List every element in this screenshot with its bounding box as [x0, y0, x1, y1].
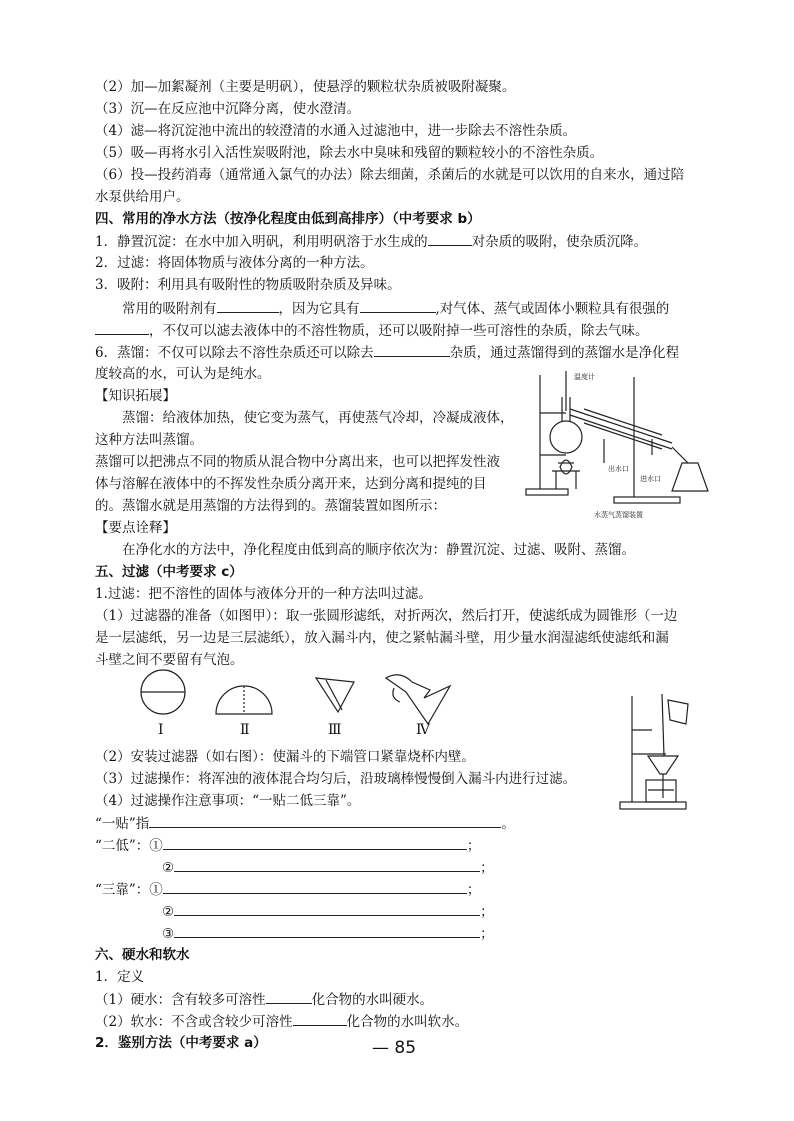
text-line — [95, 343, 679, 362]
text-part: ③ — [162, 926, 175, 942]
text-line — [162, 924, 494, 943]
text-line — [95, 1012, 468, 1031]
text-part: ② — [162, 904, 175, 920]
text-line: 这种方法叫蒸馏。 — [95, 432, 203, 448]
section-heading: 五、过滤（中考要求 c） — [95, 564, 243, 580]
text-line — [122, 299, 669, 318]
text-part: ② — [162, 860, 175, 876]
text-part: “二低”：① — [95, 838, 163, 854]
thermometer-label: 温度计 — [574, 373, 595, 381]
text-line: 3．吸附：利用具有吸附性的物质吸附杂质及异味。 — [95, 277, 401, 293]
text-part: 杂质，通过蒸馏得到的蒸馏水是净化程 — [449, 345, 680, 361]
roman-label: Ⅳ — [416, 722, 430, 738]
text-line — [95, 990, 433, 1009]
text-line — [95, 836, 480, 855]
text-part: 1．静置沉淀：在水中加入明矾，利用明矾溶于水生成的 — [95, 234, 428, 250]
text-part: 对杂质的吸附，使杂质沉降。 — [471, 234, 648, 250]
text-line: （2）加—加絮凝剂（主要是明矾），使悬浮的颗粒状杂质被吸附凝聚。 — [95, 79, 516, 95]
distillation-caption: 水蒸气蒸馏装置 — [594, 511, 643, 519]
fill-blank[interactable] — [428, 232, 472, 246]
text-part: （1）硬水：含有较多可溶性 — [95, 992, 266, 1008]
text-line: （4）滤—将沉淀池中流出的较澄清的水通入过滤池中，进一步除去不溶性杂质。 — [95, 123, 577, 139]
water-out-label: 出水口 — [608, 465, 629, 473]
fill-blank[interactable] — [217, 299, 279, 313]
text-line: 1．定义 — [95, 969, 145, 985]
text-line: 度较高的水，可认为是纯水。 — [95, 366, 271, 382]
text-line: （6）投—投药消毒（通常通入氯气的办法）除去细菌，杀菌后的水就是可以饮用的自来水，通过陪 — [95, 167, 685, 183]
section-heading: 六、硬水和软水 — [95, 947, 190, 963]
text-line: 体与溶解在液体中的不挥发性杂质分离开来，达到分离和提纯的目 — [95, 476, 487, 492]
roman-label: Ⅱ — [240, 722, 250, 738]
fill-blank[interactable] — [163, 836, 467, 850]
fill-blank[interactable] — [95, 321, 149, 335]
text-line: 水泵供给用户。 — [95, 189, 190, 205]
text-line: （3）沉—在反应池中沉降分离，使水澄清。 — [95, 101, 361, 117]
filtration-setup-figure — [610, 690, 696, 812]
text-line: 2．过滤：将固体物质与液体分离的一种方法。 — [95, 255, 374, 271]
roman-label: Ⅲ — [328, 722, 342, 738]
distillation-apparatus-figure — [522, 367, 718, 519]
text-part: ，不仅可以滤去液体中的不溶性物质，还可以吸附掉一些可溶性的杂质，除去气味。 — [149, 323, 649, 339]
section-heading: 四、常用的净水方法（按净化程度由低到高排序）（中考要求 b） — [95, 211, 481, 227]
text-part: “一贴”指 — [95, 816, 150, 832]
text-line: 是一层滤纸，另一边是三层滤纸），放入漏斗内，使之紧帖漏斗壁，用少量水润湿滤纸使滤纸和漏 — [95, 630, 669, 646]
section-heading: 2．鉴别方法（中考要求 a） — [95, 1035, 267, 1051]
text-part: 。 — [501, 816, 515, 832]
text-part: 化合物的水叫硬水。 — [311, 992, 434, 1008]
text-line: 蒸馏：给液体加热，使它变为蒸气，再使蒸气冷却，冷凝成液体， — [122, 410, 514, 426]
text-part: ； — [480, 904, 494, 920]
text-part: ； — [466, 838, 481, 854]
text-part: （2）软水：不含或含较少可溶性 — [95, 1014, 293, 1030]
text-part: ，因为它具有 — [278, 301, 360, 317]
subheading: 【要点诠释】 — [95, 520, 176, 536]
fill-blank[interactable] — [174, 858, 480, 872]
fill-blank[interactable] — [360, 299, 436, 313]
text-line — [95, 814, 515, 833]
text-line — [95, 880, 480, 899]
text-line: （4）过滤操作注意事项：“一贴二低三靠”。 — [95, 793, 361, 809]
water-in-label: 进水口 — [640, 475, 661, 483]
text-line: （1）过滤器的准备（如图甲）：取一张圆形滤纸，对折两次，然后打开，使滤纸成为圆锥形（一边 — [95, 608, 678, 624]
fill-blank[interactable] — [266, 990, 312, 1004]
roman-label: Ⅰ — [158, 722, 164, 738]
text-part: ； — [466, 882, 481, 898]
text-line — [162, 858, 494, 877]
text-part: ； — [480, 926, 494, 942]
fill-blank[interactable] — [174, 924, 480, 938]
text-line — [162, 902, 494, 921]
text-line: （5）吸—再将水引入活性炭吸附池，除去水中臭味和残留的颗粒较小的不溶性杂质。 — [95, 145, 604, 161]
subheading: 【知识拓展】 — [95, 388, 176, 404]
text-line: 1.过滤：把不溶性的固体与液体分开的一种方法叫过滤。 — [95, 586, 432, 602]
text-part: 6．蒸馏：不仅可以除去不溶性杂质还可以除去 — [95, 345, 374, 361]
text-line — [95, 232, 647, 251]
fill-blank[interactable] — [163, 880, 467, 894]
text-line: 的。蒸馏水就是用蒸馏的方法得到的。蒸馏装置如图所示： — [95, 498, 446, 514]
text-line — [95, 321, 649, 340]
filter-paper-steps-figure — [130, 668, 470, 740]
text-part: ； — [480, 860, 494, 876]
text-part: 化合物的水叫软水。 — [346, 1014, 469, 1030]
text-line: 斗壁之间不要留有气泡。 — [95, 652, 244, 668]
fill-blank[interactable] — [293, 1012, 347, 1026]
text-part: ,对气体、蒸气或固体小颗粒具有很强的 — [435, 301, 670, 317]
fill-blank[interactable] — [149, 814, 501, 828]
text-line: （2）安装过滤器（如右图）：使漏斗的下端管口紧靠烧杯内壁。 — [95, 749, 475, 765]
fill-blank[interactable] — [374, 343, 450, 357]
fill-blank[interactable] — [174, 902, 480, 916]
text-part: 常用的吸附剂有 — [122, 301, 217, 317]
text-line: 在净化水的方法中，净化程度由低到高的顺序依次为：静置沉淀、过滤、吸附、蒸馏。 — [122, 542, 635, 558]
text-line: 蒸馏可以把沸点不同的物质从混合物中分离出来，也可以把挥发性液 — [95, 454, 500, 470]
page-number: — 85 — [372, 1038, 417, 1058]
text-part: “三靠”：① — [95, 882, 163, 898]
text-line: （3）过滤操作：将浑浊的液体混合均匀后，沿玻璃棒慢慢倒入漏斗内进行过滤。 — [95, 771, 577, 787]
